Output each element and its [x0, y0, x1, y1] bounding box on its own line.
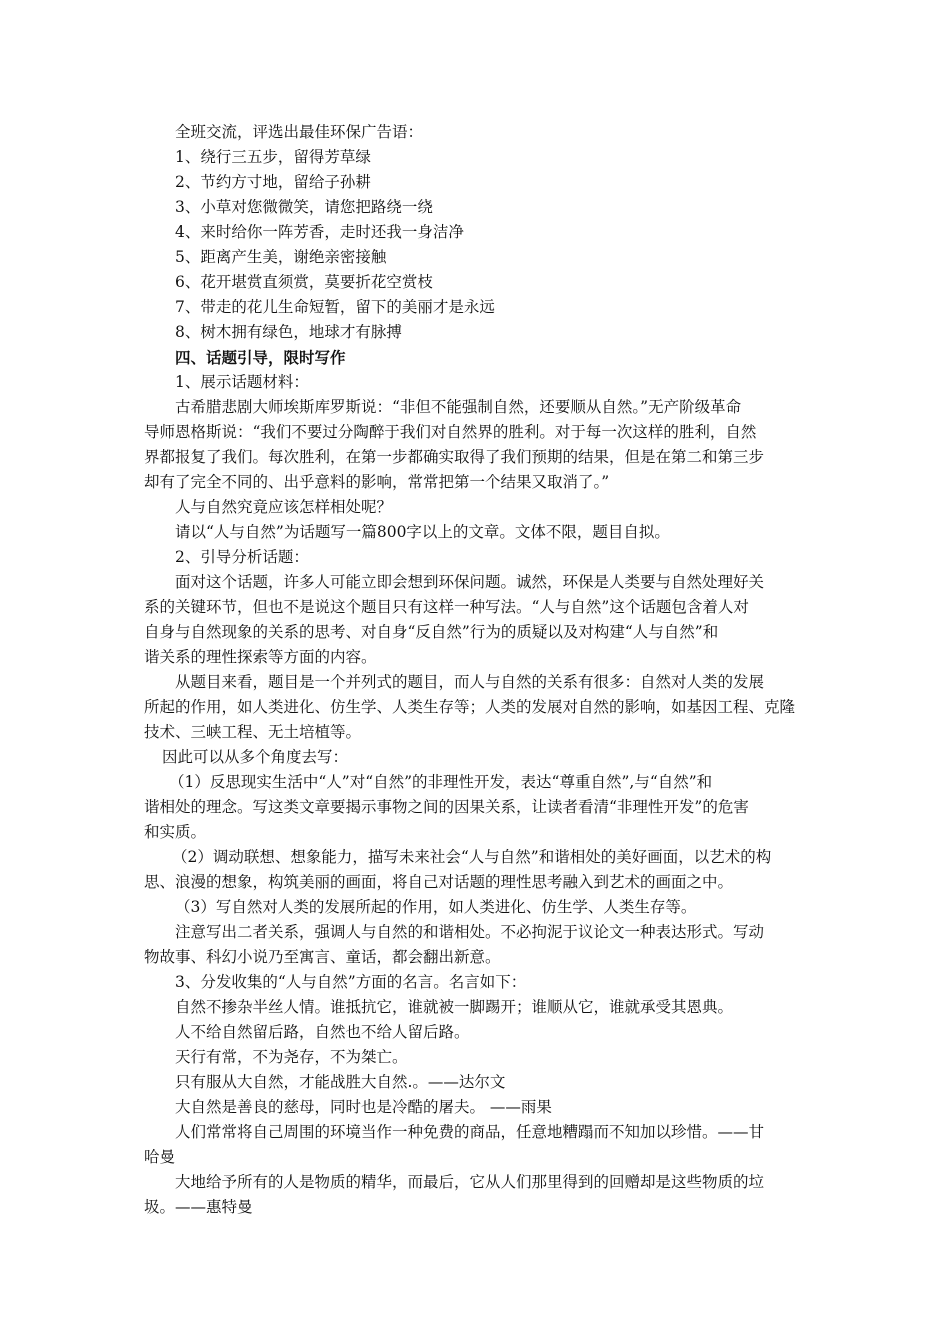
paragraph-line: 大地给予所有的人是物质的精华，而最后，它从人们那里得到的回赠却是这些物质的垃 [175, 1173, 765, 1191]
paragraph-line: 人们常常将自己周围的环境当作一种免费的商品，任意地糟蹋而不知加以珍惜。——甘 [175, 1123, 765, 1141]
intro-line: 全班交流，评选出最佳环保广告语： [175, 123, 424, 141]
quote-whitman [144, 1170, 812, 1220]
section-heading: 四、话题引导，限时写作 [175, 348, 346, 367]
step3-title: 3、分发收集的“人与自然”方面的名言。名言如下： [175, 973, 527, 991]
paragraph-line: 界都报复了我们。每次胜利，在第一步都确实取得了我们预期的结果，但是在第二和第三步 [144, 448, 765, 466]
paragraph-line: （1）反思现实生活中“人”对“自然”的非理性开发，表达“尊重自然”,与“自然”和 [169, 773, 713, 791]
material-paragraph [144, 395, 812, 495]
paragraph-line: 注意写出二者关系，强调人与自然的和谐相处。不必拘泥于议论文一种表达形式。写动 [175, 923, 765, 941]
angles-intro: 因此可以从多个角度去写： [162, 748, 349, 766]
paragraph-line: 和实质。 [144, 823, 207, 841]
paragraph-line: 思、浪漫的想象，构筑美丽的画面，将自己对话题的理性思考融入到艺术的画面之中。 [144, 873, 734, 891]
slogan-item: 2、节约方寸地，留给子孙耕 [175, 173, 371, 191]
topic-view-paragraph [144, 670, 812, 745]
step1-title: 1、展示话题材料： [175, 373, 309, 391]
quote-item: 大自然是善良的慈母，同时也是冷酷的屠夫。 ——雨果 [175, 1098, 552, 1116]
paragraph-line: 谐关系的理性探索等方面的内容。 [144, 648, 377, 666]
slogan-item: 6、花开堪赏直须赏，莫要折花空赏枝 [175, 273, 433, 291]
paragraph-line: 面对这个话题，许多人可能立即会想到环保问题。诚然，环保是人类要与自然处理好关 [175, 573, 765, 591]
quote-list [144, 995, 812, 1120]
task-line: 请以“人与自然”为话题写一篇800字以上的文章。文体不限，题目自拟。 [175, 523, 670, 541]
slogan-item: 7、带走的花儿生命短暂，留下的美丽才是永远 [175, 298, 495, 316]
paragraph-line: 物故事、科幻小说乃至寓言、童话，都会翻出新意。 [144, 948, 501, 966]
slogan-item: 8、树木拥有绿色，地球才有脉搏 [175, 323, 402, 341]
slogan-item: 5、距离产生美，谢绝亲密接触 [175, 248, 387, 266]
paragraph-line: 哈曼 [144, 1148, 176, 1166]
quote-item: 天行有常，不为尧存，不为桀亡。 [175, 1048, 408, 1066]
paragraph-line: 圾。——惠特曼 [144, 1198, 253, 1216]
paragraph-line: 自身与自然现象的关系的思考、对自身“反自然”行为的质疑以及对构建“人与自然”和 [144, 623, 719, 641]
paragraph-line: 所起的作用，如人类进化、仿生学、人类生存等；人类的发展对自然的影响，如基因工程、克隆 [144, 698, 796, 716]
angle-1-paragraph [144, 770, 812, 845]
analysis-paragraph [144, 570, 812, 670]
slogan-item: 4、来时给你一阵芳香，走时还我一身洁净 [175, 223, 464, 241]
paragraph-line: 谐相处的理念。写这类文章要揭示事物之间的因果关系，让读者看清“非理性开发”的危害 [144, 798, 749, 816]
quote-item: 自然不掺杂半丝人情。谁抵抗它，谁就被一脚踢开；谁顺从它，谁就承受其恩典。 [175, 998, 734, 1016]
paragraph-line: 系的关键环节，但也不是说这个题目只有这样一种写法。“人与自然”这个话题包含着人对 [144, 598, 749, 616]
slogan-list [144, 145, 812, 345]
step2-title: 2、引导分析话题： [175, 548, 309, 566]
paragraph-line: 技术、三峡工程、无土培植等。 [144, 723, 362, 741]
quote-gahaman [144, 1120, 812, 1170]
paragraph-line: 古希腊悲剧大师埃斯库罗斯说：“非但不能强制自然，还要顺从自然。”无产阶级革命 [175, 398, 742, 416]
quote-item: 只有服从大自然，才能战胜大自然.。——达尔文 [175, 1073, 506, 1091]
note-paragraph [144, 920, 812, 970]
angle-2-paragraph [144, 845, 812, 895]
paragraph-line: （2）调动联想、想象能力，描写未来社会“人与自然”和谐相处的美好画面，以艺术的构 [172, 848, 772, 866]
document-body [144, 120, 812, 1220]
paragraph-line: 却有了完全不同的、出乎意料的影响，常常把第一个结果又取消了。” [144, 473, 610, 491]
slogan-item: 3、小草对您微微笑，请您把路绕一绕 [175, 198, 433, 216]
question-line: 人与自然究竟应该怎样相处呢？ [175, 498, 393, 516]
angle-3-line: （3）写自然对人类的发展所起的作用，如人类进化、仿生学、人类生存等。 [175, 898, 697, 916]
slogan-item: 1、绕行三五步，留得芳草绿 [175, 148, 371, 166]
quote-item: 人不给自然留后路，自然也不给人留后路。 [175, 1023, 470, 1041]
paragraph-line: 从题目来看，题目是一个并列式的题目，而人与自然的关系有很多：自然对人类的发展 [175, 673, 765, 691]
paragraph-line: 导师恩格斯说：“我们不要过分陶醉于我们对自然界的胜利。对于每一次这样的胜利，自然 [144, 423, 757, 441]
